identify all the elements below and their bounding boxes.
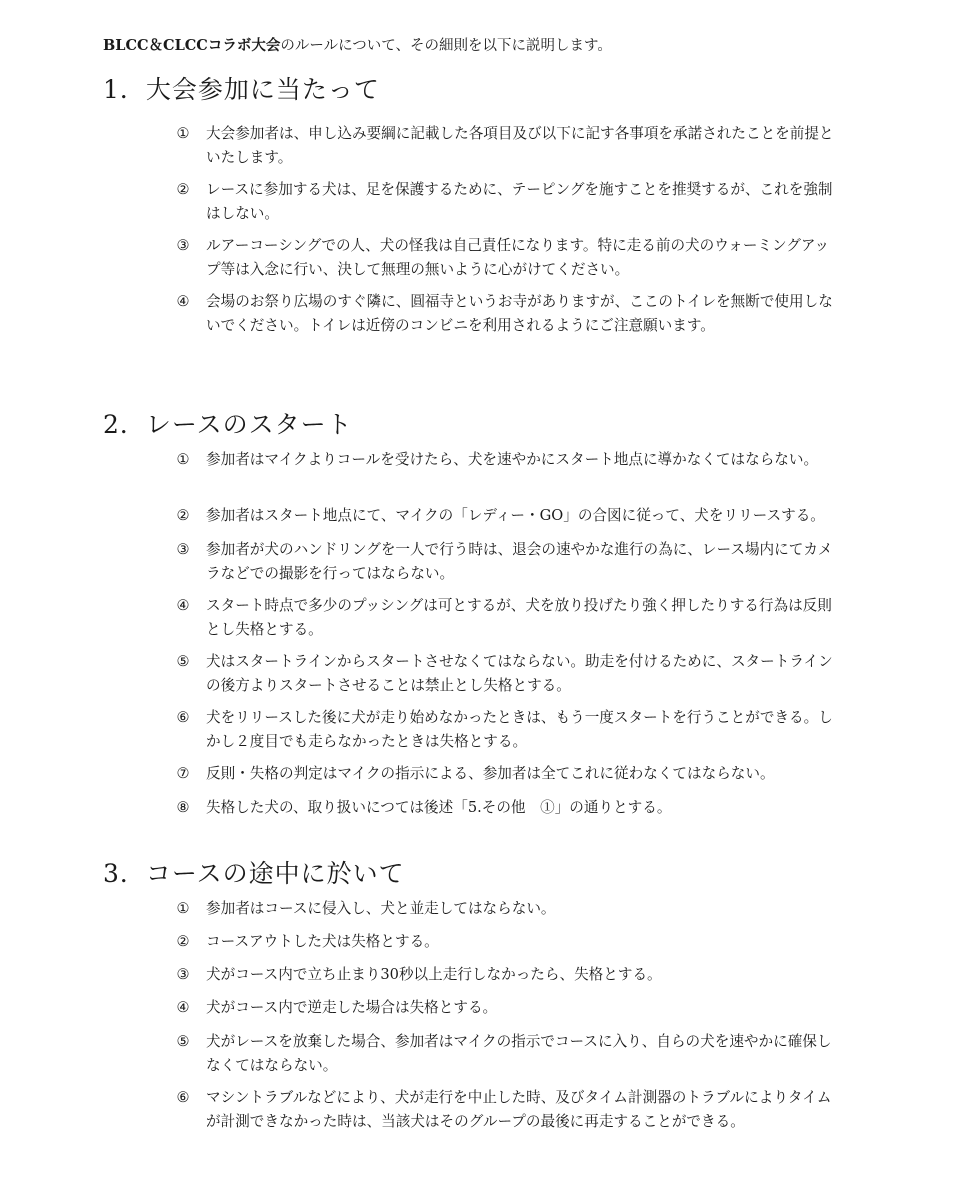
rule-number: ② bbox=[176, 933, 190, 950]
intro-text: のルールについて、その細則を以下に説明します。 bbox=[280, 38, 612, 54]
rule-text: 参加者はコースに侵入し、犬と並走してはならない。 bbox=[206, 900, 556, 917]
rule-text: 犬がレースを放棄した場合、参加者はマイクの指示でコースに入り、自らの犬を速やかに確保しなくてはならない。 bbox=[206, 1033, 832, 1074]
rule-text: 大会参加者は、申し込み要綱に記載した各項目及び以下に記す各事項を承諾されたことを前提といたします。 bbox=[206, 125, 834, 166]
rule-text: 参加者はマイクよりコールを受けたら、犬を速やかにスタート地点に導かなくてはならない。 bbox=[206, 451, 819, 468]
rule-text: 参加者が犬のハンドリングを一人で行う時は、退会の速やかな進行の為に、レース場内にてカメラなどでの撮影を行ってはならない。 bbox=[206, 541, 833, 582]
rule-number: ② bbox=[176, 507, 190, 524]
rule-number: ① bbox=[176, 451, 190, 468]
intro-event-name: BLCC＆CLCCコラボ大会 bbox=[103, 37, 281, 54]
section-title-2: 2．レースのスタート bbox=[103, 410, 353, 439]
rule-text: スタート時点で多少のプッシングは可とするが、犬を放り投げたり強く押したりする行為は反則とし失格とする。 bbox=[206, 597, 832, 638]
rule-number: ⑦ bbox=[176, 765, 190, 782]
section-title-1: 1．大会参加に当たって bbox=[103, 75, 380, 104]
intro-paragraph bbox=[103, 36, 903, 56]
rule-number: ③ bbox=[176, 541, 190, 558]
rule-text: 犬がコース内で立ち止まり30秒以上走行しなかったら、失格とする。 bbox=[206, 966, 662, 983]
rule-number: ① bbox=[176, 125, 190, 142]
rule-number: ③ bbox=[176, 966, 190, 983]
rule-number: ⑤ bbox=[176, 1033, 190, 1050]
rule-text: レースに参加する犬は、足を保護するために、テーピングを施すことを推奨するが、これを強制はしない。 bbox=[206, 181, 833, 222]
rule-number: ④ bbox=[176, 597, 190, 614]
rule-text: 反則・失格の判定はマイクの指示による、参加者は全てこれに従わなくてはならない。 bbox=[206, 765, 775, 782]
rule-number: ② bbox=[176, 181, 190, 198]
rule-number: ⑧ bbox=[176, 799, 190, 816]
rule-text: 犬がコース内で逆走した場合は失格とする。 bbox=[206, 999, 498, 1016]
rule-text: マシントラブルなどにより、犬が走行を中止した時、及びタイム計測器のトラブルによりタイムが計測できなかった時は、当該犬はそのグループの最後に再走することができる。 bbox=[206, 1089, 832, 1130]
section-title-3: 3．コースの途中に於いて bbox=[103, 859, 405, 888]
rule-number: ④ bbox=[176, 293, 190, 310]
rule-number: ③ bbox=[176, 237, 190, 254]
rule-text: 会場のお祭り広場のすぐ隣に、圓福寺というお寺がありますが、ここのトイレを無断で使用しないでください。トイレは近傍のコンビニを利用されるようにご注意願います。 bbox=[206, 293, 833, 334]
rule-number: ⑤ bbox=[176, 653, 190, 670]
rule-number: ④ bbox=[176, 999, 190, 1016]
rule-text: 参加者はスタート地点にて、マイクの「レディー・GO」の合図に従って、犬をリリースする。 bbox=[206, 507, 825, 524]
rule-number: ⑥ bbox=[176, 709, 190, 726]
rule-text: 犬はスタートラインからスタートさせなくてはならない。助走を付けるために、スタートラインの後方よりスタートさせることは禁止とし失格とする。 bbox=[206, 653, 833, 694]
rule-text: 失格した犬の、取り扱いにつては後述「5.その他 ①」の通りとする。 bbox=[206, 799, 672, 816]
rule-number: ⑥ bbox=[176, 1089, 190, 1106]
rule-text: ルアーコーシングでの人、犬の怪我は自己責任になります。特に走る前の犬のウォーミングアップ等は入念に行い、決して無理の無いように心がけてください。 bbox=[206, 237, 830, 278]
rule-text: 犬をリリースした後に犬が走り始めなかったときは、もう一度スタートを行うことができる。しかし２度目でも走らなかったときは失格とする。 bbox=[206, 709, 833, 750]
rule-text: コースアウトした犬は失格とする。 bbox=[206, 933, 439, 950]
rule-number: ① bbox=[176, 900, 190, 917]
